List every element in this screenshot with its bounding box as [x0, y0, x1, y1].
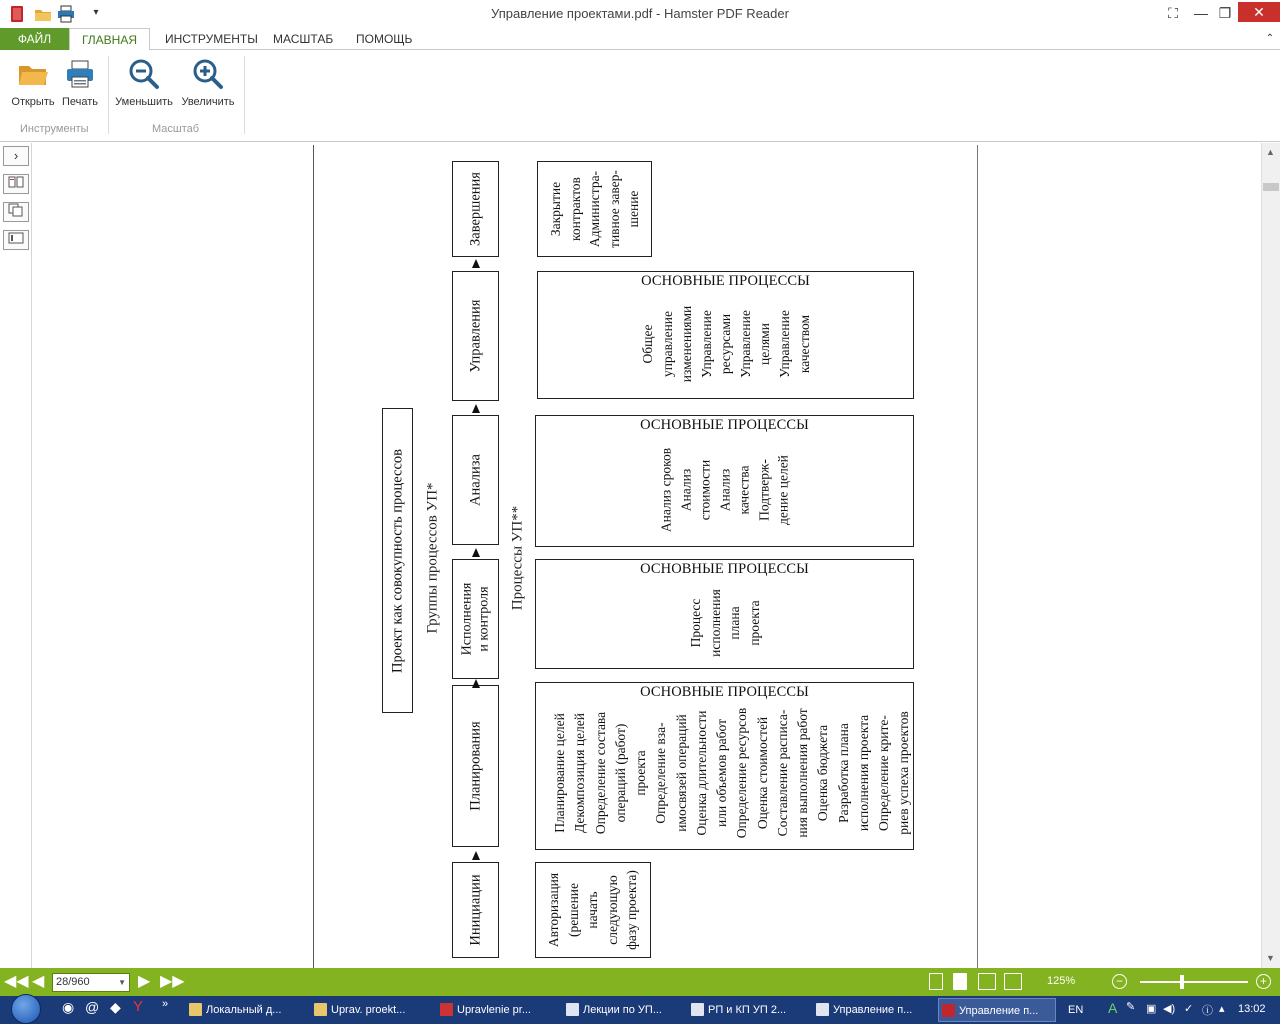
- phase-box-initiation: [452, 862, 499, 958]
- minimize-button[interactable]: —: [1194, 5, 1208, 21]
- volume-icon[interactable]: ◀): [1163, 1003, 1176, 1015]
- zoom-in-icon: [192, 58, 224, 90]
- archive-icon: [440, 1003, 453, 1016]
- process-text-analysis: Анализ сроков Анализ стоимости Анализ качества Подтверж- дение целей: [658, 447, 791, 533]
- continuous-view-icon[interactable]: [953, 973, 967, 990]
- zoom-slider[interactable]: [1140, 981, 1248, 983]
- main-processes-header: ОСНОВНЫЕ ПРОЦЕССЫ: [640, 684, 809, 700]
- group-label-tools: Инструменты: [20, 123, 89, 135]
- process-box-closing: [537, 161, 652, 257]
- zoom-in-button[interactable]: [178, 58, 238, 108]
- title-bar: [0, 0, 1280, 28]
- scroll-down-icon[interactable]: ▼: [1266, 953, 1275, 963]
- vertical-scrollbar[interactable]: [1261, 143, 1280, 968]
- arrow-up-icon: [472, 548, 480, 557]
- taskbar-item-label: Upravlenie pr...: [457, 1004, 531, 1016]
- taskbar-item-label: Uprav. proekt...: [331, 1004, 406, 1016]
- groups-label: Группы процессов УП*: [424, 482, 441, 634]
- process-text-initiation: Авторизация (решение начать следующую фазу проекта): [546, 870, 640, 950]
- folder-icon: [314, 1003, 327, 1016]
- taskbar: [0, 996, 1280, 1024]
- scroll-up-icon[interactable]: ▲: [1266, 147, 1275, 157]
- taskbar-item[interactable]: [813, 998, 933, 1022]
- quick-access-dropdown-icon[interactable]: ▾: [93, 7, 99, 18]
- pen-icon[interactable]: ✎: [1126, 1001, 1136, 1013]
- restore-button[interactable]: ❐: [1218, 5, 1232, 21]
- page-dropdown-icon[interactable]: ▼: [118, 978, 126, 987]
- thumbnails-button[interactable]: [3, 174, 29, 194]
- single-page-view-icon[interactable]: [929, 973, 943, 990]
- process-text-planning: Планирование целей Декомпозиция целей Определение состава операций (работ) проекта Определение вза- имосвязей операций Оценка длительности или объемов работ Определение ресурсов Оценка стоимостей Составление расписа- ния выполнения работ Оценка бюджета Разработка плана исполнения проекта Определение крите- риев успеха проектов: [551, 707, 912, 838]
- folder-open-icon: [17, 58, 49, 90]
- open-label: Открыть: [11, 96, 55, 108]
- process-box-initiation: [535, 862, 651, 958]
- main-processes-header: ОСНОВНЫЕ ПРОЦЕССЫ: [640, 417, 809, 433]
- network-icon[interactable]: ▣: [1146, 1003, 1157, 1015]
- tab-zoom[interactable]: МАСШТАБ: [273, 32, 334, 46]
- fullscreen-button[interactable]: ⛶: [1168, 5, 1178, 21]
- page-number-input[interactable]: [52, 973, 130, 992]
- next-page-icon[interactable]: ▶: [138, 973, 151, 990]
- process-box-execution: [535, 559, 914, 669]
- taskbar-item[interactable]: [186, 998, 306, 1022]
- process-box-management: [537, 271, 914, 399]
- tray-arrow-icon[interactable]: ▴: [1219, 1003, 1225, 1015]
- phase-box-planning: [452, 685, 499, 847]
- phase-box-analysis: [452, 415, 499, 545]
- arrow-up-icon: [472, 851, 480, 860]
- print-button[interactable]: [58, 58, 102, 108]
- check-icon[interactable]: ✓: [1184, 1003, 1194, 1015]
- pages-icon: [8, 203, 24, 217]
- chevron-right-icon: ›: [13, 148, 19, 163]
- arrow-up-icon: [472, 679, 480, 688]
- process-box-analysis: [535, 415, 914, 547]
- window-title: Управление проектами.pdf - Hamster PDF Reader: [491, 6, 789, 21]
- zoom-minus-icon[interactable]: −: [1112, 974, 1127, 989]
- start-button[interactable]: [11, 994, 41, 1024]
- phase-box-execution: [452, 559, 499, 679]
- tab-home[interactable]: ГЛАВНАЯ: [69, 28, 150, 51]
- process-box-planning: [535, 682, 914, 850]
- taskbar-item-label: Управление п...: [959, 1005, 1039, 1017]
- taskbar-item-active[interactable]: [938, 998, 1056, 1022]
- ribbon-tabs: [0, 28, 1280, 50]
- folder-icon: [189, 1003, 202, 1016]
- document-icon: [566, 1003, 579, 1016]
- phase-box-management: [452, 271, 499, 401]
- printer-icon: [64, 58, 96, 90]
- project-box: [382, 408, 413, 713]
- page-indicator: 28/960: [56, 976, 90, 988]
- pdf-page: [313, 145, 978, 968]
- tab-help[interactable]: ПОМОЩЬ: [356, 32, 413, 46]
- document-icon: [816, 1003, 829, 1016]
- tab-tools[interactable]: ИНСТРУМЕНТЫ: [165, 32, 258, 46]
- phase-label: Исполнения и контроля: [458, 582, 491, 656]
- phase-label: Управления: [466, 299, 483, 373]
- collapse-ribbon-icon[interactable]: ⌃: [1265, 33, 1275, 44]
- info-icon[interactable]: ⓘ: [1202, 1005, 1213, 1017]
- processes-label: Процессы УП**: [509, 505, 526, 611]
- more-icon[interactable]: »: [162, 998, 169, 1010]
- thumbnails-icon: [8, 176, 24, 188]
- arrow-up-icon: [472, 259, 480, 268]
- taskbar-item[interactable]: [437, 998, 557, 1022]
- pdf-icon: [942, 1004, 955, 1017]
- close-button[interactable]: ✕: [1238, 2, 1280, 22]
- project-label: Проект как совокупность процессов: [388, 448, 405, 673]
- status-bar: [0, 968, 1280, 996]
- mail-icon[interactable]: @: [85, 999, 100, 1015]
- phase-label: Планирования: [466, 721, 483, 811]
- scroll-thumb[interactable]: [1263, 183, 1279, 191]
- zoom-level: 125%: [1047, 975, 1076, 987]
- phase-label: Анализа: [466, 454, 483, 506]
- prev-page-icon[interactable]: ◀: [32, 973, 45, 990]
- chrome-icon[interactable]: ◉: [62, 999, 75, 1015]
- pages-button[interactable]: [3, 202, 29, 222]
- zoom-slider-thumb[interactable]: [1180, 975, 1184, 989]
- document-icon: [691, 1003, 704, 1016]
- print-label: Печать: [61, 96, 99, 108]
- process-text-management: Общее управление изменениями Управление ресурсами Управление целями Управление качеством: [639, 305, 811, 383]
- clock[interactable]: 13:02: [1238, 1003, 1266, 1015]
- taskbar-item-label: Управление п...: [833, 1004, 913, 1016]
- language-indicator[interactable]: EN: [1068, 1004, 1084, 1016]
- zoom-out-icon: [128, 58, 160, 90]
- left-sidebar: [0, 143, 32, 968]
- main-processes-header: ОСНОВНЫЕ ПРОЦЕССЫ: [641, 273, 810, 289]
- open-button[interactable]: [8, 58, 58, 108]
- yandex-browser-icon[interactable]: Y: [133, 998, 144, 1015]
- taskbar-item[interactable]: [688, 998, 808, 1022]
- ribbon: [0, 50, 1280, 142]
- zoom-plus-icon[interactable]: +: [1256, 974, 1271, 989]
- zoom-in-label: Увеличить: [181, 96, 235, 108]
- bookmarks-icon: [8, 232, 24, 244]
- bookmarks-button[interactable]: [3, 230, 29, 250]
- process-text-execution: Процесс исполнения плана проекта: [687, 588, 762, 657]
- group-separator: [108, 56, 109, 134]
- two-page-continuous-view-icon[interactable]: [1004, 973, 1022, 990]
- phase-label: Завершения: [466, 172, 483, 246]
- taskbar-item-label: Локальный д...: [206, 1004, 282, 1016]
- zoom-out-button[interactable]: [113, 58, 175, 108]
- tray-a-icon[interactable]: A: [1108, 1000, 1118, 1016]
- main-processes-header: ОСНОВНЫЕ ПРОЦЕССЫ: [640, 561, 809, 577]
- expand-sidebar-button[interactable]: [3, 146, 29, 166]
- last-page-icon[interactable]: ▶▶: [160, 973, 185, 990]
- app-icon[interactable]: ◆: [110, 999, 121, 1015]
- zoom-out-label: Уменьшить: [115, 96, 173, 108]
- arrow-up-icon: [472, 404, 480, 413]
- phase-box-closing: [452, 161, 499, 257]
- tab-file[interactable]: ФАЙЛ: [0, 28, 69, 50]
- two-page-view-icon[interactable]: [978, 973, 996, 990]
- taskbar-item-label: Лекции по УП...: [583, 1004, 662, 1016]
- group-separator: [244, 56, 245, 134]
- group-label-zoom: Масштаб: [152, 123, 200, 135]
- first-page-icon[interactable]: ◀◀: [4, 973, 29, 990]
- process-text-closing: Закрытие контрактов Администра- тивное завер- шение: [547, 170, 641, 248]
- taskbar-item[interactable]: [311, 998, 431, 1022]
- taskbar-item-label: РП и КП УП 2...: [708, 1004, 787, 1016]
- phase-label: Инициации: [466, 874, 483, 946]
- taskbar-item[interactable]: [563, 998, 683, 1022]
